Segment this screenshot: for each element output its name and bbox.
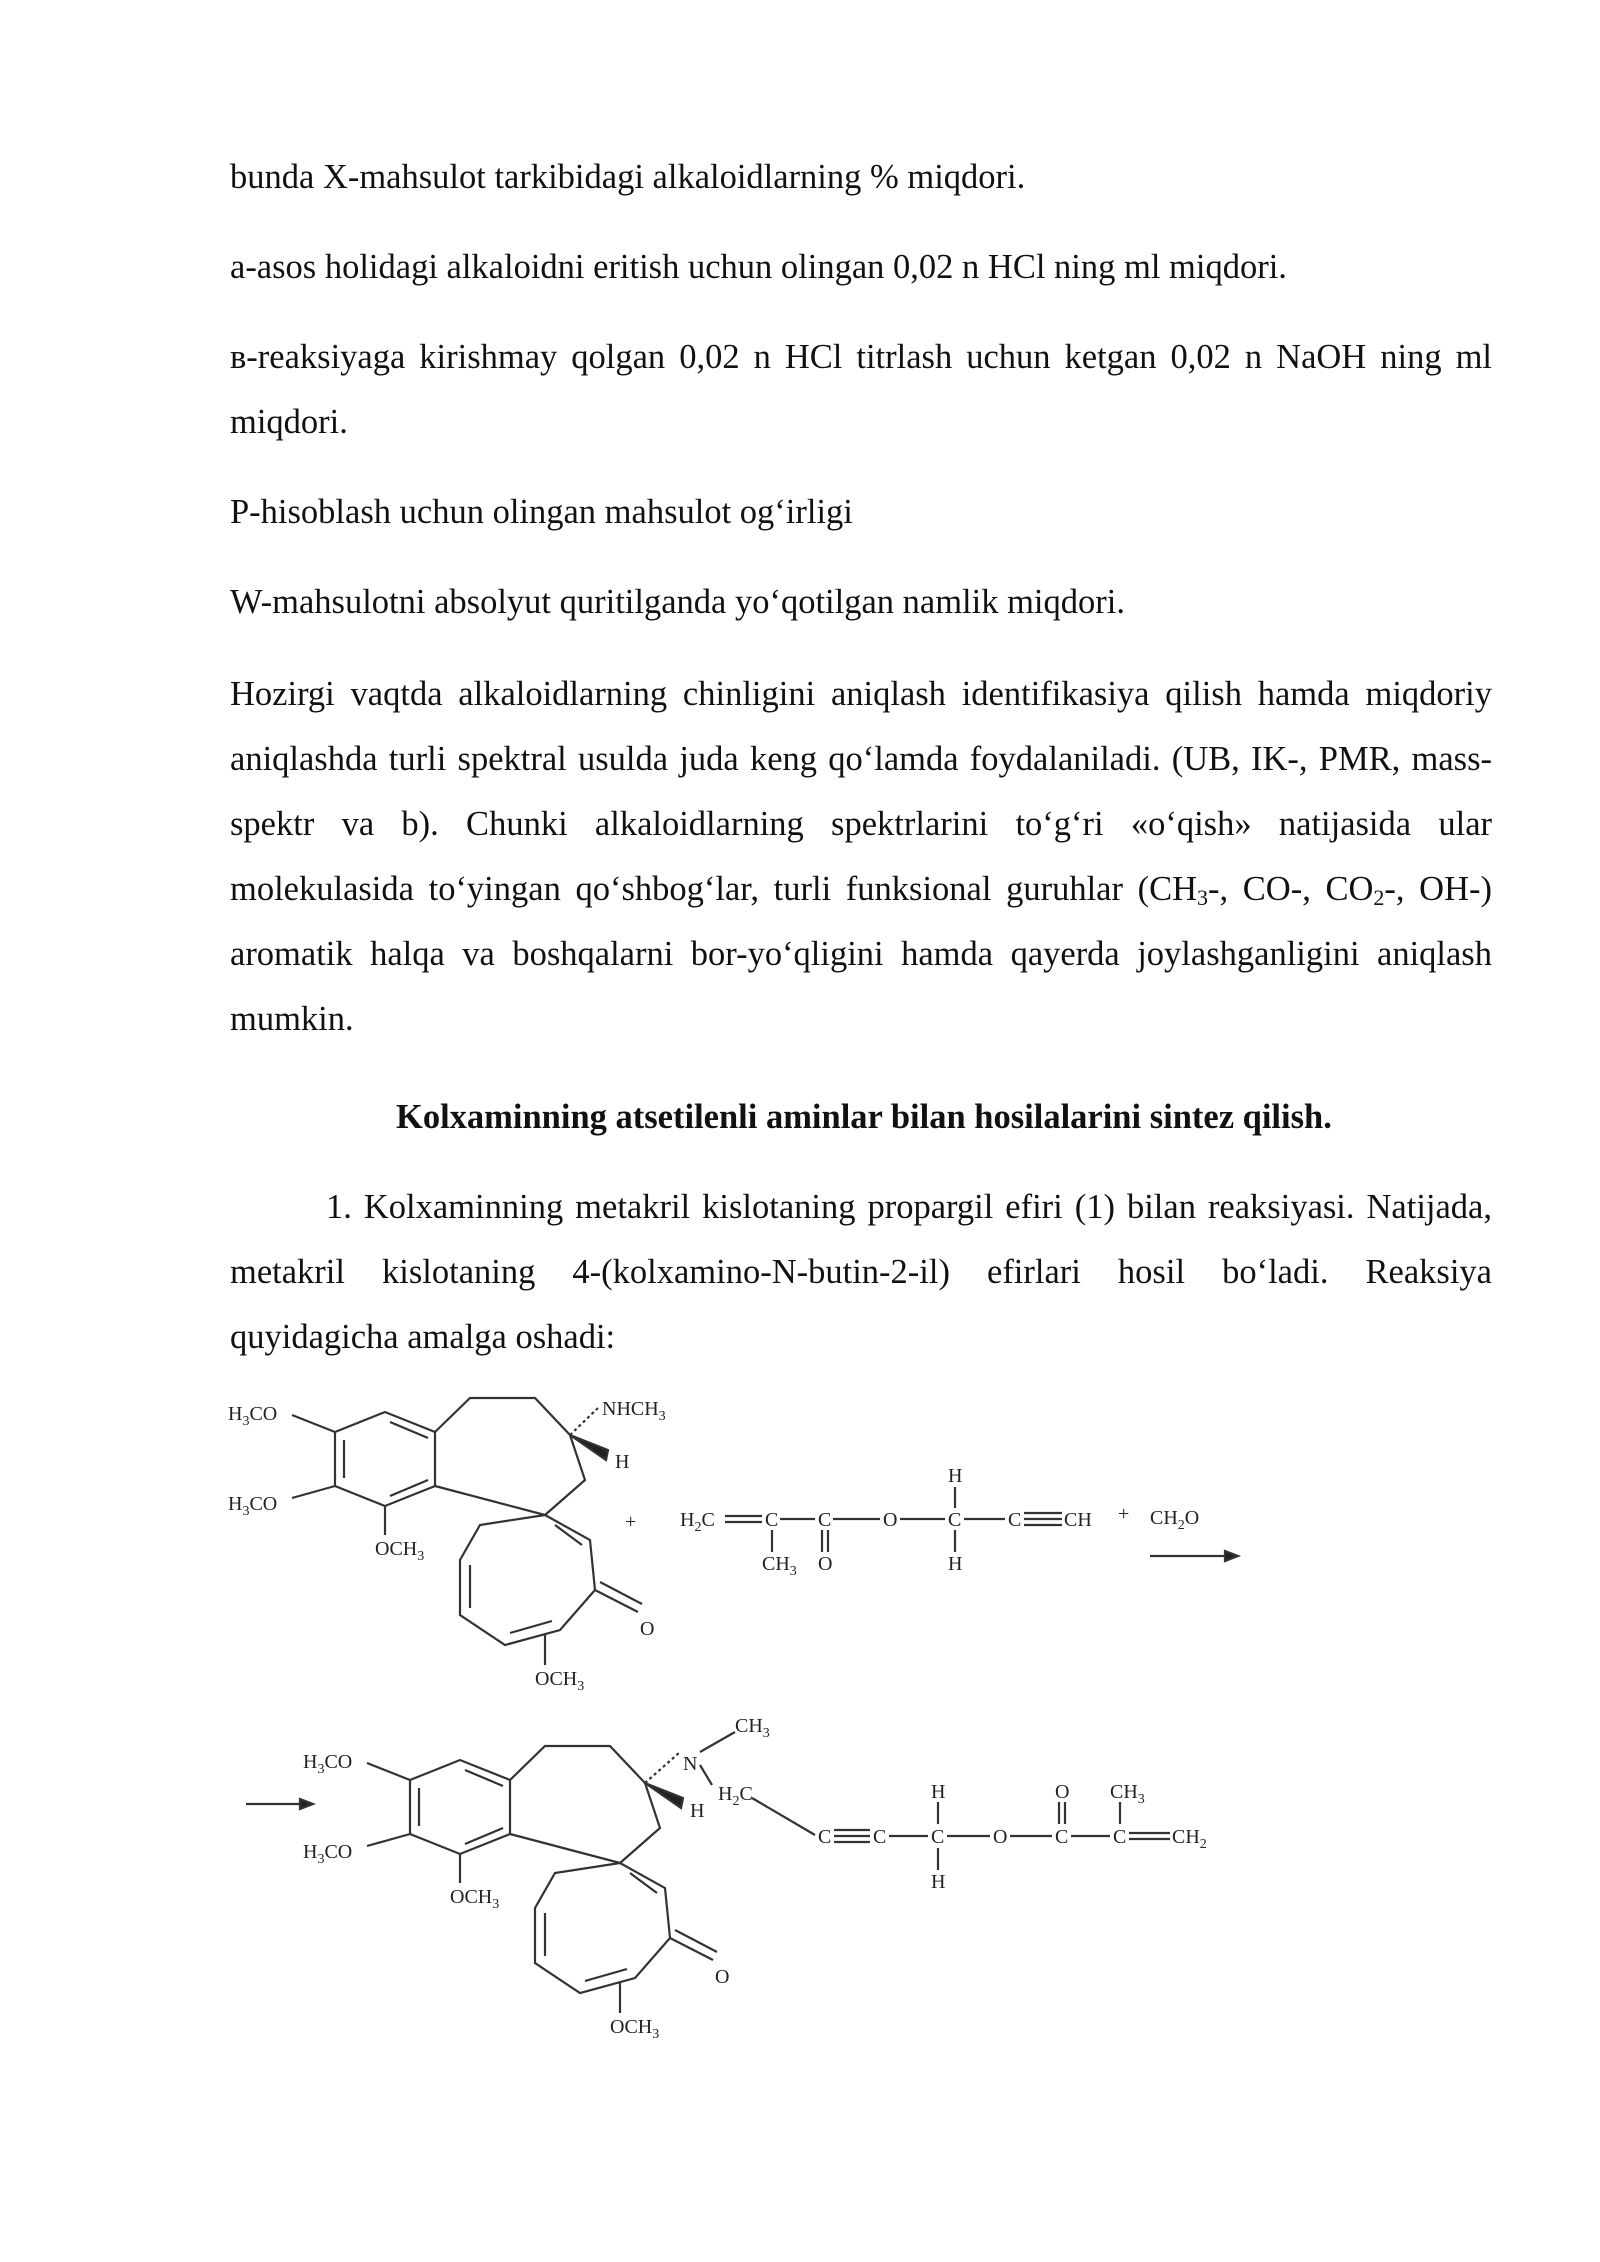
label-c: C	[818, 1826, 832, 1848]
paragraph-p-definition: P-hisoblash uchun olingan mahsulot og‘irligi	[230, 493, 853, 531]
reaction-arrow	[1150, 1551, 1238, 1561]
label-h: H	[948, 1465, 963, 1487]
label-h2c: $H_2C$	[718, 1783, 753, 1809]
label-c: C	[1113, 1826, 1127, 1848]
label-o: O	[993, 1826, 1008, 1848]
label-c: C	[765, 1509, 779, 1531]
paragraph-w-definition: W-mahsulotni absolyut quritilganda yo‘qotilgan namlik miqdori.	[230, 583, 1125, 621]
label-och3: $OCH_3$	[535, 1668, 585, 1694]
label-c: C	[873, 1826, 887, 1848]
label-h2c: $H_2C$	[680, 1509, 715, 1535]
label-ch2: $CH_2$	[1172, 1826, 1207, 1852]
label-o: O	[883, 1509, 898, 1531]
text-span: -, CO-, CO	[1208, 870, 1374, 908]
reaction-scheme	[0, 1380, 1600, 2080]
paragraph-v-definition: в-reaksiyaga kirishmay qolgan 0,02 n HCl titrlash uchun ketgan 0,02 n NaOH ning ml miqdori.	[230, 338, 1492, 441]
label-c: C	[931, 1826, 945, 1848]
label-carbonyl-o: O	[1055, 1781, 1070, 1803]
label-ch: CH	[1064, 1509, 1092, 1531]
label-h3co: $H_3CO$	[303, 1841, 353, 1867]
label-n: N	[683, 1753, 698, 1775]
label-carbonyl-o: O	[715, 1966, 730, 1988]
label-h: H	[690, 1800, 705, 1822]
continuation-arrow	[246, 1799, 313, 1809]
label-och3: $OCH_3$	[375, 1538, 425, 1564]
label-h3co: $H_3CO$	[228, 1493, 278, 1519]
product-structure	[303, 1715, 1207, 2042]
label-och3: $OCH_3$	[450, 1886, 500, 1912]
label-carbonyl-o: O	[640, 1618, 655, 1640]
label-ch3: $CH_3$	[1110, 1781, 1145, 1807]
label-ch3: $CH_3$	[735, 1715, 770, 1741]
reactant-colchamine	[228, 1398, 666, 1694]
label-nhch3: $NHCH_3$	[602, 1398, 666, 1424]
text-span: -, OH-) aromatik halqa va boshqalarni bor-yo‘qligini hamda qayerda joylashganligini aniqlash mumkin.	[230, 870, 1492, 1038]
label-h: H	[931, 1871, 946, 1893]
text-span: Hozirgi vaqtda alkaloidlarning chinligini aniqlash identifikasiya qilish hamda miqdoriy aniqlashda turli spektral usulda juda keng qo‘lamda foydalaniladi. (UB, IK-, PMR, mass-spektr va b). Chunki alkaloidlarning spektrlarini to‘g‘ri «o‘qish» natijasida ular molekulasida to‘yingan qo‘shbog‘lar, turli funksional guruhlar (CH	[230, 675, 1492, 908]
plus-sign: +	[625, 1511, 637, 1533]
label-carbonyl-o: O	[818, 1553, 833, 1575]
label-h: H	[931, 1781, 946, 1803]
section-heading: Kolxaminning atsetilenli aminlar bilan hosilalarini sintez qilish.	[396, 1098, 1332, 1136]
label-c: C	[1008, 1509, 1022, 1531]
label-h3co: $H_3CO$	[303, 1751, 353, 1777]
subscript: 3	[1197, 885, 1209, 910]
label-ch2o: $CH_2O$	[1150, 1507, 1200, 1533]
label-och3: $OCH_3$	[610, 2016, 660, 2042]
reactant-propargyl-methacrylate	[680, 1465, 1092, 1579]
label-h: H	[615, 1451, 630, 1473]
paragraph-x-definition: bunda X-mahsulot tarkibidagi alkaloidlarning % miqdori.	[230, 158, 1026, 196]
subscript: 2	[1373, 885, 1385, 910]
plus-sign: +	[1118, 1503, 1130, 1525]
label-ch3: $CH_3$	[762, 1553, 797, 1579]
label-c: C	[1055, 1826, 1069, 1848]
label-c: C	[948, 1509, 962, 1531]
label-c: C	[818, 1509, 832, 1531]
label-h3co: $H_3CO$	[228, 1403, 278, 1429]
paragraph-spectral-methods	[230, 662, 1492, 1052]
paragraph-a-definition: a-asos holidagi alkaloidni eritish uchun olingan 0,02 n HCl ning ml miqdori.	[230, 248, 1287, 286]
label-h: H	[948, 1553, 963, 1575]
paragraph-reaction-description: 1. Kolxaminning metakril kislotaning propargil efiri (1) bilan reaksiyasi. Natijada, metakril kislotaning 4-(kolxamino-N-butin-2-il) efirlari hosil bo‘ladi. Reaksiya quyidagicha amalga oshadi:	[230, 1188, 1492, 1356]
